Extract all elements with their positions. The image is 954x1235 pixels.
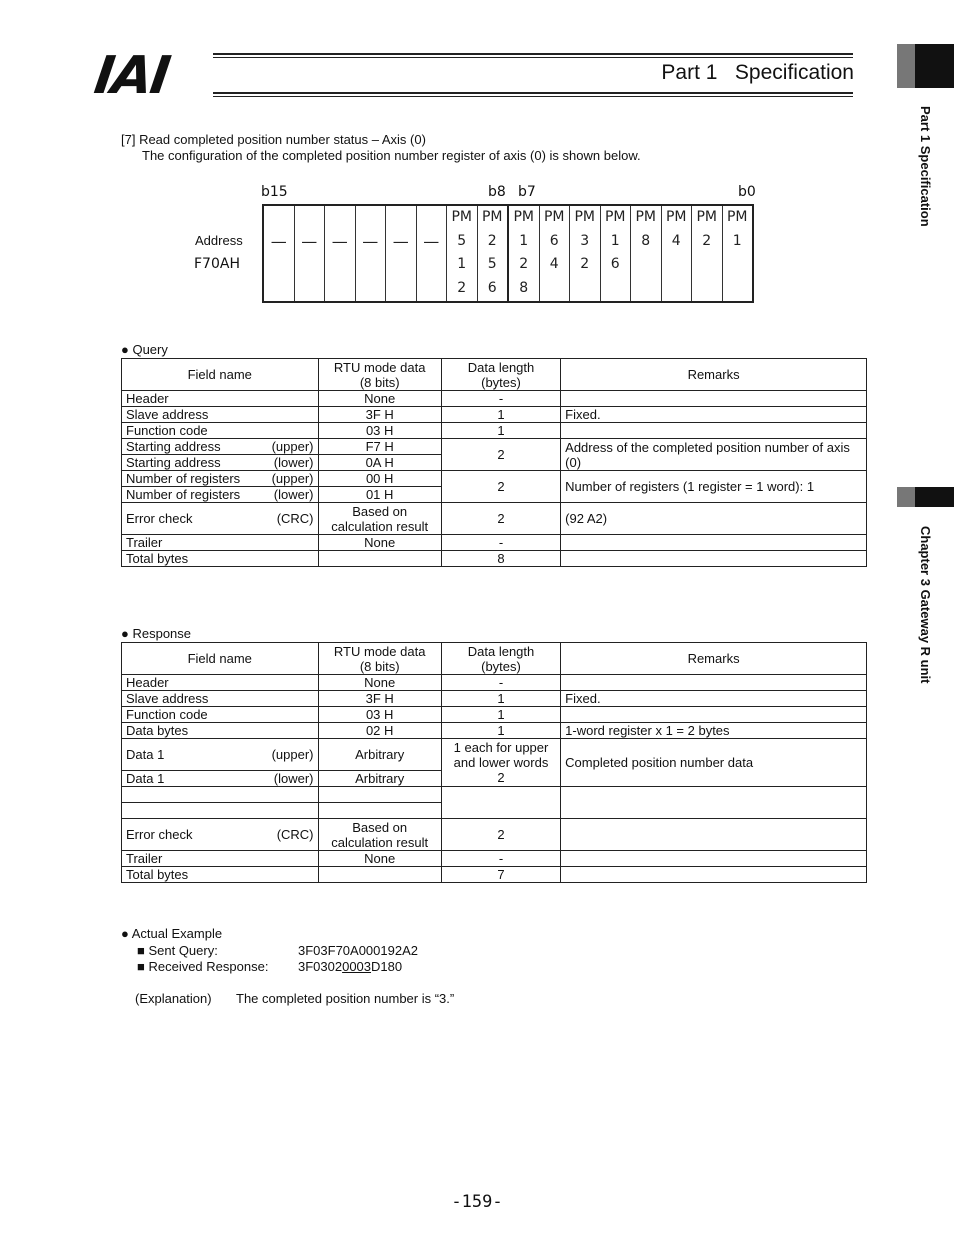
sent-query-label: ■ Sent Query: xyxy=(137,943,218,958)
register-bit-cell: — xyxy=(263,205,294,302)
data-length-cell xyxy=(441,787,560,819)
data-length-cell: 8 xyxy=(441,551,560,567)
field-name-cell: Total bytes xyxy=(122,867,319,883)
table-row xyxy=(122,851,867,867)
table-row xyxy=(122,503,867,535)
sent-query-value: 3F03F70A000192A2 xyxy=(298,943,418,958)
data-length-cell: - xyxy=(441,535,560,551)
register-bit-cell: PM 6 4 xyxy=(539,205,570,302)
bit-label-b7: b7 xyxy=(518,184,536,200)
rtu-data-cell: F7 H xyxy=(318,439,441,455)
rtu-data-cell: 3F H xyxy=(318,407,441,423)
field-name-cell: Function code xyxy=(122,423,319,439)
field-name-cell: Slave address xyxy=(122,691,319,707)
remarks-cell xyxy=(561,819,867,851)
rtu-data-cell xyxy=(318,803,441,819)
address-label: Address xyxy=(195,233,243,248)
field-name-cell: Starting address (upper) xyxy=(122,439,319,455)
table-row xyxy=(122,471,867,487)
rtu-data-cell: None xyxy=(318,851,441,867)
remarks-cell xyxy=(561,867,867,883)
rtu-data-cell xyxy=(318,867,441,883)
table-row xyxy=(122,407,867,423)
rtu-data-cell: 00 H xyxy=(318,471,441,487)
table-row xyxy=(122,723,867,739)
field-name-cell xyxy=(122,787,319,803)
field-name-cell: Slave address xyxy=(122,407,319,423)
part-title: Part 1 Specification xyxy=(661,61,854,84)
rtu-data-cell: 03 H xyxy=(318,423,441,439)
address-value: F70AH xyxy=(194,256,240,272)
data-length-cell: 7 xyxy=(441,867,560,883)
rtu-data-cell: Arbitrary xyxy=(318,739,441,771)
data-length-cell: 2 xyxy=(441,439,560,471)
register-bit-cell: PM 4 xyxy=(661,205,692,302)
column-header: Data length (bytes) xyxy=(441,643,560,675)
column-header: RTU mode data (8 bits) xyxy=(318,359,441,391)
remarks-cell: (92 A2) xyxy=(561,503,867,535)
header-rule-bottom-thin xyxy=(213,96,853,97)
rtu-data-cell: Arbitrary xyxy=(318,771,441,787)
response-heading: ● Response xyxy=(121,626,192,641)
side-label-chapter: Chapter 3 Gateway R unit xyxy=(918,526,933,684)
remarks-cell xyxy=(561,535,867,551)
field-name-cell: Starting address (lower) xyxy=(122,455,319,471)
column-header: Field name xyxy=(122,643,319,675)
register-bit-cell: — xyxy=(386,205,417,302)
table-row xyxy=(122,439,867,455)
remarks-cell xyxy=(561,851,867,867)
remarks-cell xyxy=(561,391,867,407)
data-length-cell: 1 each for upper and lower words 2 xyxy=(441,739,560,787)
data-length-cell: 1 xyxy=(441,691,560,707)
table-row xyxy=(122,819,867,851)
rtu-data-cell xyxy=(318,787,441,803)
rtu-data-cell: 0A H xyxy=(318,455,441,471)
rtu-data-cell: None xyxy=(318,391,441,407)
data-length-cell: - xyxy=(441,391,560,407)
remarks-cell: Fixed. xyxy=(561,407,867,423)
header-rule-top-thin xyxy=(213,57,853,58)
header-rule-top xyxy=(213,53,853,55)
column-header: Field name xyxy=(122,359,319,391)
data-length-cell: 2 xyxy=(441,819,560,851)
register-bit-cell: PM 1 6 xyxy=(600,205,631,302)
remarks-cell xyxy=(561,551,867,567)
register-bit-table xyxy=(262,204,754,303)
explanation-text: The completed position number is “3.” xyxy=(236,991,455,1006)
rtu-data-cell: 02 H xyxy=(318,723,441,739)
data-length-cell: - xyxy=(441,851,560,867)
field-name-cell: Trailer xyxy=(122,851,319,867)
remarks-cell: Completed position number data xyxy=(561,739,867,787)
section-title: [7] Read completed position number status – Axis (0) xyxy=(121,132,426,147)
field-name-cell: Header xyxy=(122,391,319,407)
completed-position-bytes: 0003 xyxy=(342,959,372,974)
column-header: Data length (bytes) xyxy=(441,359,560,391)
data-length-cell: 1 xyxy=(441,423,560,439)
data-length-cell: 1 xyxy=(441,707,560,723)
table-row xyxy=(122,675,867,691)
remarks-cell: 1-word register x 1 = 2 bytes xyxy=(561,723,867,739)
data-length-cell: - xyxy=(441,675,560,691)
response-table xyxy=(121,642,867,883)
table-row xyxy=(122,787,867,803)
iai-logo: IAI xyxy=(90,46,173,106)
bit-label-b8: b8 xyxy=(488,184,506,200)
header-rule-bottom xyxy=(213,92,853,94)
remarks-cell: Number of registers (1 register = 1 word): 1 xyxy=(561,471,867,503)
column-header: RTU mode data (8 bits) xyxy=(318,643,441,675)
table-row xyxy=(122,707,867,723)
field-name-cell: Data 1 (lower) xyxy=(122,771,319,787)
register-bit-cell: PM 2 5 6 xyxy=(477,205,508,302)
rtu-data-cell: Based on calculation result xyxy=(318,819,441,851)
rtu-data-cell: Based on calculation result xyxy=(318,503,441,535)
register-bit-cell: — xyxy=(325,205,356,302)
field-name-cell: Error check (CRC) xyxy=(122,503,319,535)
table-row xyxy=(122,691,867,707)
remarks-cell xyxy=(561,787,867,819)
field-name-cell: Header xyxy=(122,675,319,691)
table-row xyxy=(122,391,867,407)
register-bit-cell: — xyxy=(416,205,447,302)
column-header: Remarks xyxy=(561,643,867,675)
side-label-part: Part 1 Specification xyxy=(918,106,933,227)
field-name-cell: Error check (CRC) xyxy=(122,819,319,851)
register-bit-cell: PM 5 1 2 xyxy=(447,205,478,302)
table-row xyxy=(122,535,867,551)
table-row xyxy=(122,551,867,567)
rtu-data-cell: 3F H xyxy=(318,691,441,707)
remarks-cell: Address of the completed position number of axis (0) xyxy=(561,439,867,471)
field-name-cell: Number of registers (lower) xyxy=(122,487,319,503)
column-header: Remarks xyxy=(561,359,867,391)
rtu-data-cell: 01 H xyxy=(318,487,441,503)
received-response-value: 3F03020003D180 xyxy=(298,959,403,974)
field-name-cell: Data 1 (upper) xyxy=(122,739,319,771)
register-bit-cell: — xyxy=(294,205,325,302)
example-heading: ● Actual Example xyxy=(121,926,223,941)
data-length-cell: 1 xyxy=(441,407,560,423)
register-bit-cell: PM 1 2 8 xyxy=(508,205,539,302)
data-length-cell: 2 xyxy=(441,503,560,535)
bit-label-b0: b0 xyxy=(738,184,756,200)
table-row xyxy=(122,867,867,883)
side-tab-chapter xyxy=(897,487,954,507)
table-row xyxy=(122,739,867,771)
table-row xyxy=(122,423,867,439)
field-name-cell: Number of registers (upper) xyxy=(122,471,319,487)
rtu-data-cell: None xyxy=(318,675,441,691)
data-length-cell: 1 xyxy=(441,723,560,739)
field-name-cell xyxy=(122,803,319,819)
explanation-label: (Explanation) xyxy=(135,991,212,1006)
register-bit-cell: PM 1 xyxy=(722,205,753,302)
field-name-cell: Total bytes xyxy=(122,551,319,567)
section-description: The configuration of the completed position number register of axis (0) is shown below. xyxy=(142,148,641,163)
remarks-cell: Fixed. xyxy=(561,691,867,707)
query-table xyxy=(121,358,867,567)
field-name-cell: Function code xyxy=(122,707,319,723)
register-bit-cell: — xyxy=(355,205,386,302)
received-response-label: ■ Received Response: xyxy=(137,959,269,974)
field-name-cell: Data bytes xyxy=(122,723,319,739)
data-length-cell: 2 xyxy=(441,471,560,503)
rtu-data-cell: None xyxy=(318,535,441,551)
field-name-cell: Trailer xyxy=(122,535,319,551)
query-heading: ● Query xyxy=(121,342,168,357)
rtu-data-cell xyxy=(318,551,441,567)
rtu-data-cell: 03 H xyxy=(318,707,441,723)
register-bit-cell: PM 3 2 xyxy=(570,205,601,302)
remarks-cell xyxy=(561,423,867,439)
bit-label-b15: b15 xyxy=(261,184,288,200)
register-bit-cell: PM 8 xyxy=(631,205,662,302)
register-bit-cell: PM 2 xyxy=(692,205,723,302)
page-number: -159- xyxy=(451,1192,503,1212)
remarks-cell xyxy=(561,675,867,691)
side-tab-part xyxy=(897,44,954,88)
remarks-cell xyxy=(561,707,867,723)
